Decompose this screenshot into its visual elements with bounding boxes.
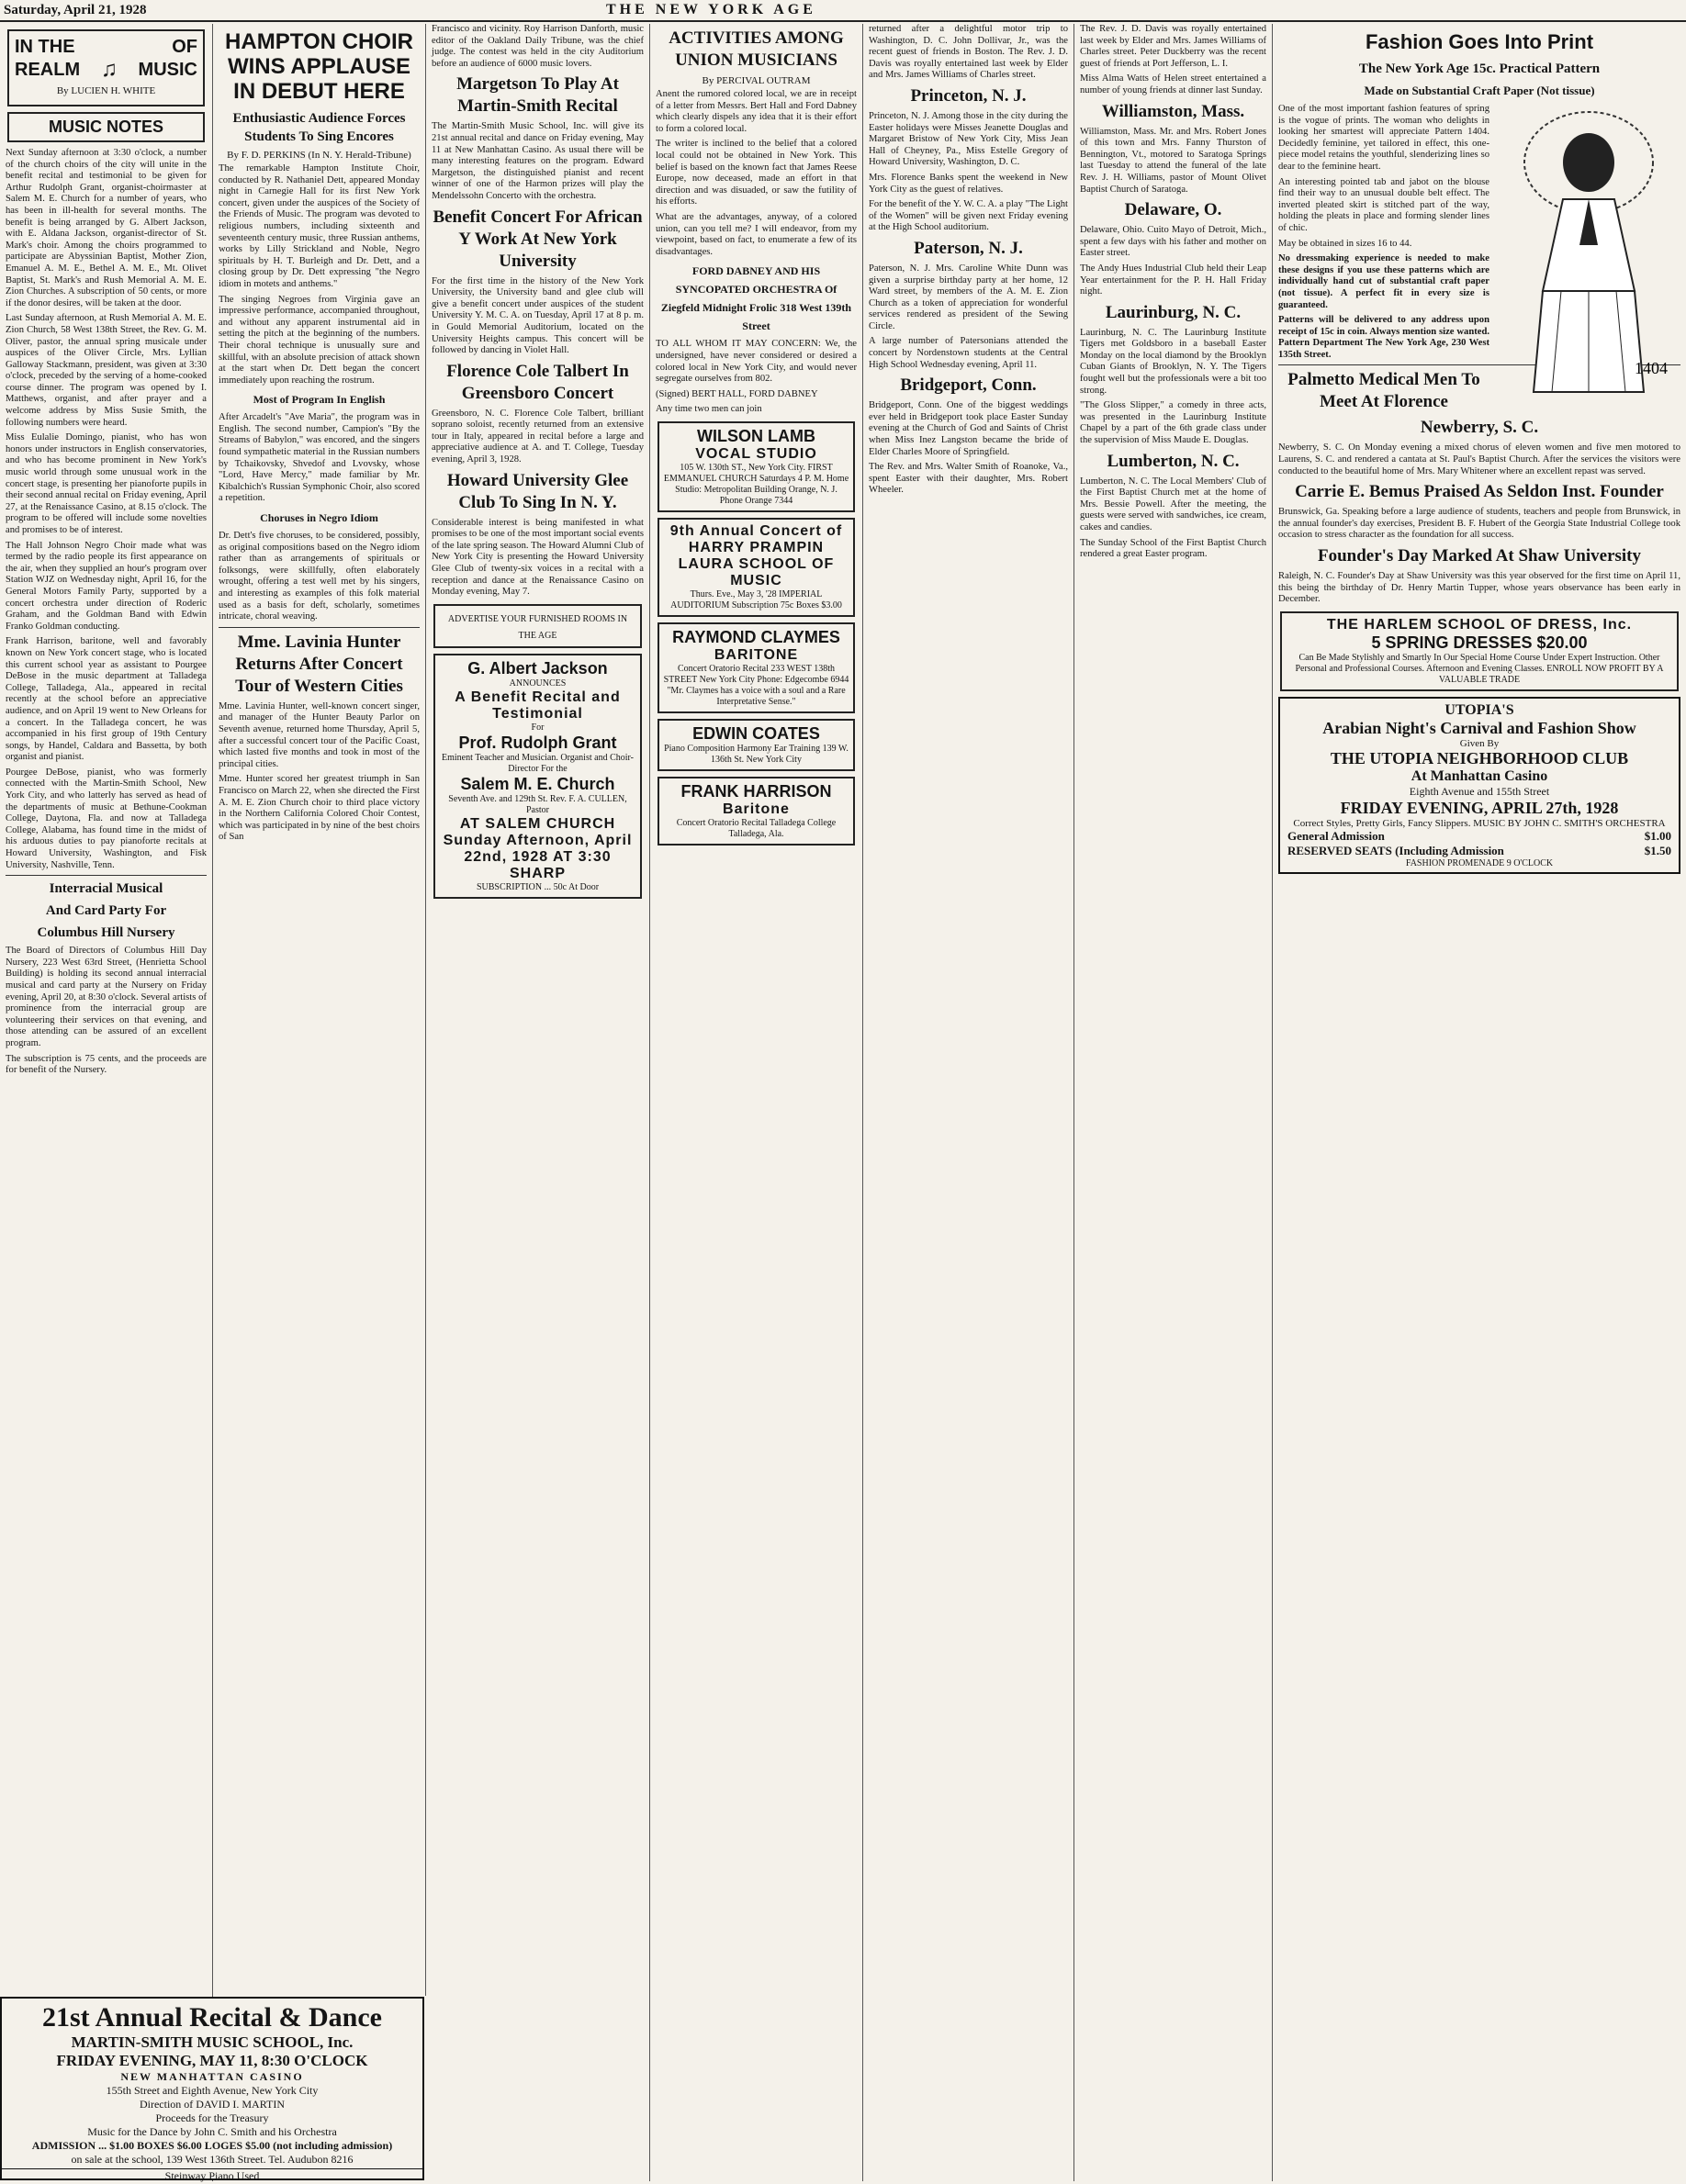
article-paragraph: Dr. Dett's five choruses, to be considered, possibly, as original compositions based on the Negro idiom rather than as arrangements of spirituals or folksongs, were skillfully, often elaborately wrought, offering a test well met by his singers, and interesting as examples of this folk material used as a basis for deft, scholarly, sometimes intricate, choral weaving. [219,531,420,622]
music-notes-box [7,112,205,142]
article-paragraph: Lumberton, N. C. The Local Members' Club of the First Baptist Church met at the home of Mrs. Bessie Powell. After the meeting, the guests were served with sandwiches, ice cream, cakes and candies. [1080,476,1266,532]
article-paragraph: Frank Harrison, baritone, well and favorably known on New York concert stage, who is located this current school year as assistant to Pourgee DeBose in the music department at Talladega College, Talladega, Ala., appeared in recital recently at the school before an appreciative audience, and on April 19 went to New Orleans for a concert. In the Talladega concert, he was accompanied in his first group of 19th Century songs, by Handel, Caldara and Bassetta, by both organist and pianist. [6,636,207,763]
headline: Mme. Lavinia Hunter Returns After Concert Tour of Western Cities [235,632,403,696]
byline: By PERCIVAL OUTRAM [702,75,811,86]
ad-text: VOCAL STUDIO [695,445,817,462]
header-word: IN THE [15,37,75,57]
ad-text: SUBSCRIPTION ... 50c At Door [476,881,600,892]
column-2 [213,24,426,1996]
ad-text: Music for the Dance by John C. Smith and his Orchestra [87,2125,337,2138]
article-paragraph: Miss Alma Watts of Helen street entertained a number of young friends at dinner last Sunday. [1080,73,1266,95]
article-paragraph: Pourgee DeBose, pianist, who was formerly connected with the Martin-Smith School, New York City, and who latterly has served as head of the departments of music at Bethune-Cookman College, Daytona, Fla. and now at Talladega College, Alabama, has found time in the midst of his arduous duties to pay pianoforte recitals at Howard University, Washington, and Fisk University, Nashville, Tenn. [6,767,207,870]
article-paragraph: One of the most important fashion features of spring is the vogue of prints. The woman who delights in looking her smartest will appreciate Pattern 1404. Decidedly feminine, yet tailored in effect, this one-piece model retains the youthful, slenderizing lines so dear to the feminine heart. [1278,104,1489,172]
headline: Margetson To Play At Martin-Smith Recital [456,74,619,117]
utopia-carnival-ad [1278,697,1680,874]
article-paragraph: Mrs. Florence Banks spent the weekend in New York City as the guest of relatives. [869,172,1068,195]
header-word: OF [172,37,197,57]
headline: Benefit Concert For African Y Work At New York University [433,207,643,271]
martin-smith-recital-ad [0,1997,424,2180]
headline: Bridgeport, Conn. [900,375,1037,396]
article-paragraph: Raleigh, N. C. Founder's Day at Shaw University was this year observed for the first time on April 11, this being the birthday of Dr. Henry Martin Tupper, whose years observance has been early in December. [1278,571,1680,605]
article-paragraph: Williamston, Mass. Mr. and Mrs. Robert Jones of this town and Mrs. Fanny Thurston of Bennington, Vt., motored to Saratoga Springs last Tuesday to attend the funeral of the late Rev. J. H. Williams, pastor of Mount Olivet Baptist Church of Saratoga. [1080,126,1266,195]
headline: Palmetto Medical Men To Meet At Florence [1287,370,1480,412]
headline: Newberry, S. C. [1420,418,1539,438]
ad-title: WILSON LAMB [697,426,815,445]
headline: HAMPTON CHOIR WINS APPLAUSE IN DEBUT HERE [225,29,413,104]
article-paragraph: The Board of Directors of Columbus Hill Day Nursery, 223 West 63rd Street, (Henrietta School Building) is holding its second annual interracial musical and card party at the Nursery on Friday evening, April 20, at 8:30 o'clock. Several artists of prominence from the interracial group are volunteering their services on that evening, and those attending can be assured of an excellent program. [6,946,207,1048]
signature: (Signed) BERT HALL, FORD DABNEY [656,388,818,399]
article-paragraph: Francisco and vicinity. Roy Harrison Danforth, music editor of the Oakland Daily Tribune, was the chief judge. The contest was held in the city Auditorium before an audience of 6000 music lovers. [432,24,644,69]
ad-text: Concert Oratorio Recital 233 WEST 138th STREET New York City Phone: Edgecombe 6944 "Mr. Claymes has a voice with a soul and a Rare Interpretative Sense." [663,663,849,707]
article-paragraph: The Rev. J. D. Davis was royally entertained last week by Elder and Mrs. James Williams of Charles street. Peter Duckberry was the recent guest of friends at Port Jefferson, L. I. [1080,24,1266,69]
byline: By LUCIEN H. WHITE [56,85,156,96]
fashion-illustration-icon [1497,107,1680,410]
ad-text: on sale at the school, 139 West 136th Street. Tel. Audubon 8216 [71,2153,354,2166]
article-paragraph: For the first time in the history of the New York University, the University band and glee club will give a benefit concert under auspices of the student University Y. M. C. A. on Tuesday, April 17 at 8 p. m. in Gould Memorial Auditorium, located on the University Heights campus. This concert will be followed by dancing in Violet Hall. [432,275,644,356]
prampin-concert-ad [658,518,855,617]
article-paragraph: The singing Negroes from Virginia gave an impressive performance, accompanied throughout, and without any apparent instrumental aid in setting the pitch at the beginning of the numbers. Their choral technique is unusually sure and skillful, with an absolute precision of attack shown at the start when Dr. Dett began the concert immediately upon reaching the rostrum. [219,294,420,386]
ad-title: RAYMOND CLAYMES [672,627,840,646]
ad-title: UTOPIA'S [1444,701,1514,718]
article-paragraph: The Martin-Smith Music School, Inc. will give its 21st annual recital and dance on Friday evening, May 11 at New Manhattan Casino. As usual there will be many interesting features on the program. Edward Margetson, the distinguished pianist and recent winner of one of the Harmon prizes will play the Mendelssohn Concerto with the orchestra. [432,121,644,201]
advertise-notice [433,604,642,648]
ad-text: Baritone [723,801,790,817]
column-4 [650,24,863,2181]
article-paragraph: The Sunday School of the First Baptist Church rendered a great Easter program. [1080,537,1266,560]
article-paragraph: Mme. Lavinia Hunter, well-known concert singer, and manager of the Hunter Beauty Parlor on Seventh avenue, returned home Thursday, April 5, after a successful concert tour of the Pacific Coast, which lasted five months and took in most of the principal cities. [219,700,420,769]
headline: Carrie E. Bemus Praised As Seldon Inst. Founder [1295,482,1664,502]
ad-text: Concert Oratorio Recital Talladega College Talladega, Ala. [676,817,837,839]
ad-text: Prof. Rudolph Grant [458,733,617,752]
header-word: MUSIC [138,60,197,80]
ad-text: Seventh Ave. and 129th St. Rev. F. A. CULLEN, Pastor [448,793,627,815]
headline: Columbus Hill Nursery [37,925,175,941]
article-paragraph: The subscription is 75 cents, and the proceeds are for benefit of the Nursery. [6,1053,207,1076]
subheadline: Made on Substantial Craft Paper (Not tissue) [1364,84,1595,97]
article-paragraph: Laurinburg, N. C. The Laurinburg Institute Tigers met Goldsboro in a baseball Easter Monday on the local diamond by the Brooklyn Cuban Giants of Brooklyn, N. Y. The Tigers fought well but the professionals were a bit too strong. [1080,327,1266,396]
headline: Williamston, Mass. [1101,101,1245,121]
headline: Lumberton, N. C. [1107,451,1240,471]
ad-text: Eminent Teacher and Musician. Organist and Choir-Director For the [442,752,634,774]
ad-text: Proceeds for the Treasury [155,2111,269,2124]
ad-text: ANNOUNCES [509,678,567,689]
article-paragraph: The remarkable Hampton Institute Choir, conducted by R. Nathaniel Dett, appeared Monday night in Carnegie Hall for its first New York concert, given under the auspices of the Society of the Friends of Music. The program was devoted to religious numbers, including sixteenth and seventeenth century music, three Russian anthems, works by Lilly Strickland and Noble, Negro spirituals by H. T. Burleigh and Dr. Dett, and a closing group by Dr. Dett expressing "the Negro idiom in motets and anthems." [219,163,420,289]
realm-of-music-header [7,29,205,106]
harlem-dress-school-ad [1280,611,1679,691]
paper-title: THE NEW YORK AGE [606,2,816,17]
ad-text: THE UTOPIA NEIGHBORHOOD CLUB [1330,748,1629,767]
ad-text: FASHION PROMENADE 9 O'CLOCK [1405,857,1554,868]
ad-text: NEW MANHATTAN CASINO [120,2070,304,2083]
subheadline: The New York Age 15c. Practical Pattern [1358,62,1601,76]
ad-title: FRANK HARRISON [680,781,832,801]
article-paragraph: After Arcadelt's "Ave Maria", the program was in English. The second number, Campion's "By the Streams of Babylon," was encored, and the singers found sympathetic material in the Russian numbers by Tchaikovsky, Shvedof and Lvovsky, whose "Lord, Have Mercy," made familiar by Mr. Kibalchich's Russian Symphonic Choir, also scored a repetition. [219,412,420,504]
notice-text: ADVERTISE YOUR FURNISHED ROOMS IN THE AGE [447,613,628,641]
pattern-number: 1404 [1635,359,1668,377]
column-5 [863,24,1074,2181]
article-paragraph: No dressmaking experience is needed to make these designs if you use these patterns which are individually hand cut of substantial craft paper (not tissue). A perfect fit in every size is guaranteed. [1278,253,1489,310]
article-paragraph: Last Sunday afternoon, at Rush Memorial A. M. E. Zion Church, 58 West 138th Street, the Rev. G. M. Oliver, pastor, the annual spring musicale under auspices of the Oliver Circle, Mrs. Lyllian Galloway Stackmann, president, was given at 3:30 o'clock, preceded by the serving of a home-cooked course dinner. The program was opened by I. Matthews, organist, and after prayer and a welcome address by Miss Susie Smith, the following numbers were heard. [6,313,207,428]
headline: ACTIVITIES AMONG UNION MUSICIANS [669,28,844,70]
price-value: $1.00 [1644,828,1671,843]
ad-text: 5 SPRING DRESSES $20.00 [1371,633,1588,652]
ad-text: AT SALEM CHURCH [459,815,616,832]
ad-title: 21st Annual Recital & Dance [42,2002,382,2033]
subhead: Choruses in Negro Idiom [260,511,378,525]
ad-text: BARITONE [714,646,799,663]
ad-text: Steinway Piano Used [2,2168,422,2183]
ad-text: Eighth Avenue and 155th Street [1409,784,1550,798]
ad-text: Can Be Made Stylishly and Smartly In Our Special Home Course Under Expert Instruction. Other Personal and Professional Courses. Afternoon and Evening Classes. ENROLL NOW PROFIT BY A VALUABLE TRADE [1295,652,1664,685]
article-paragraph: Greensboro, N. C. Florence Cole Talbert, brilliant soprano soloist, recently returned from an extensive tour in Italy, appeared in recital before a large and appreciative audience at A. and T. College, Tuesday evening, April 3, 1928. [432,408,644,465]
headline: Fashion Goes Into Print [1365,30,1594,53]
ad-text: FRIDAY EVENING, MAY 11, 8:30 O'CLOCK [56,2052,368,2069]
divider [6,875,207,876]
ad-text: 105 W. 130th ST., New York City. FIRST EMMANUEL CHURCH Saturdays 4 P. M. Home Studio: Metropolitan Building Orange, N. J. Phone Orange 7344 [663,462,849,506]
ad-text: Piano Composition Harmony Ear Training 139 W. 136th St. New York City [664,743,849,765]
article-paragraph: An interesting pointed tab and jabot on the blouse find their way to an unusual double belt effect. The inverted pleated skirt is stitched part of the way, holding the pleats in place and forming slender lines of chic. [1278,176,1489,233]
raymond-claymes-ad [658,622,855,713]
headline: Laurinburg, N. C. [1105,302,1242,322]
article-paragraph: Brunswick, Ga. Speaking before a large audience of students, teachers and people from Brunswick, in the annual founder's day exercises, President B. F. Hubert of the Georgia State Industrial College took occasion to stress character as the foundation for all success. [1278,507,1680,541]
article-paragraph: returned after a delightful motor trip to Washington, D. C. John Dollivar, Jr., was the recent guest of friends in Boston. The Rev. J. D. Davis was royally entertained last week by Elder and Mrs. James Williams of Charles street. [869,24,1068,81]
ad-title: 9th Annual Concert of HARRY PRAMPIN LAURA SCHOOL OF MUSIC [669,522,843,588]
article-paragraph: Considerable interest is being manifested in what promises to be one of the most important social events of the late spring season. The Howard Alumni Club of New York City is presenting the Howard University Glee Club of twenty-six voices in a recital with a reception and dance at the Renaissance Casino on Monday evening, May 7. [432,517,644,598]
benefit-recital-ad [433,654,642,899]
article-paragraph: The Andy Hues Industrial Club held their Leap Year entertainment for the P. H. Hall Friday night. [1080,263,1266,297]
article-paragraph: Miss Eulalie Domingo, pianist, who has won honors under instructors in English conservatories, and who has become prominent in New York's music world through some unusual work in the concert stage, is presenting her pianoforte pupils in their second annual recital on Friday evening, April 27, at the Renaissance Casino, at 8.15 o'clock. The program to be offered will include some novelties and promises to be of interest. [6,432,207,535]
article-paragraph: TO ALL WHOM IT MAY CONCERN: We, the undersigned, have never considered or desired a colored local in New York City, and would never segregate ourselves from 802. [656,339,857,385]
article-paragraph: May be obtained in sizes 16 to 44. [1278,238,1412,249]
byline: By F. D. PERKINS (In N. Y. Herald-Tribune) [227,150,411,161]
ad-text: Given By [1459,737,1500,749]
issue-date: Saturday, April 21, 1928 [4,3,147,17]
headline: Florence Cole Talbert In Greensboro Concert [446,361,629,403]
column-1 [0,24,213,2181]
article-paragraph: Paterson, N. J. Mrs. Caroline White Dunn was given a surprise birthday party at her home, 12 Ward street, by members of the A. M. E. Zion Church as a token of appreciation for wonderful services rendered as president of the Sewing Circle. [869,263,1068,331]
article-paragraph: Any time two men can join [656,404,762,415]
ad-title: EDWIN COATES [692,723,820,743]
headline: Delaware, O. [1124,200,1222,220]
article-paragraph: The Rev. and Mrs. Walter Smith of Roanoke, Va., spent Easter with their daughter, Mrs. Robert Wheeler. [869,462,1068,496]
frank-harrison-ad [658,777,855,846]
ad-text: At Manhattan Casino [1411,767,1548,784]
article-paragraph: The writer is inclined to the belief that a colored local could not be obtained in New York. This belief is based on the known fact that James Reese Europe, now deceased, made an effort in that direction and was disuaded, or saw the futility of his efforts. [656,139,857,207]
article-paragraph: What are the advantages, anyway, of a colored union, can you tell me? I will endeavor, from my viewpoint, based on fact, to enumerate a few of its disadvantages. [656,211,857,257]
ad-text: For [531,722,545,733]
ad-title: G. Albert Jackson [467,658,608,678]
price-label: RESERVED SEATS (Including Admission [1287,843,1504,857]
edwin-coates-ad [658,719,855,771]
header-word: REALM [15,60,81,80]
article-paragraph: "The Gloss Slipper," a comedy in three acts, was presented in the Laurinburg Institute Chapel by a part of the 6th grade class under the supervision of Miss Maude E. Douglas. [1080,400,1266,446]
headline: Paterson, N. J. [914,238,1023,258]
section-title: MUSIC NOTES [48,118,163,136]
article-paragraph: Mme. Hunter scored her greatest triumph in San Francisco on March 22, when she directed the First A. M. E. Zion Church choir to third place victory in the Northern California Colored Choir Contest, which was participated in by nine of the best choirs of San [219,774,420,843]
column-6 [1074,24,1273,2181]
musician-emblem-icon: ♫ [100,58,118,82]
headline: Princeton, N. J. [910,85,1027,106]
column-3 [426,24,650,2181]
ad-text: A Benefit Recital and Testimonial [455,689,621,722]
headline: And Card Party For [45,903,167,919]
article-paragraph: Bridgeport, Conn. One of the biggest weddings ever held in Bridgeport took place Easter Sunday evening at the Church of God and Saints of Christ when Miss Inez Langston became the bride of Elder Charles Moore of Springfield. [869,400,1068,457]
ad-text: MARTIN-SMITH MUSIC SCHOOL, Inc. [71,2033,354,2051]
headline: Founder's Day Marked At Shaw University [1317,546,1642,566]
ad-text: FRIDAY EVENING, APRIL 27th, 1928 [1340,798,1619,817]
ad-text: Thurs. Eve., May 3, '28 IMPERIAL AUDITORIUM Subscription 75c Boxes $3.00 [670,588,842,610]
article-paragraph: For the benefit of the Y. W. C. A. a play "The Light of the Women" will be given next Friday evening at the High School auditorium. [869,199,1068,233]
article-paragraph: Next Sunday afternoon at 3:30 o'clock, a number of the church choirs of the city will unite in the benefit recital and testimonial to be given for Arthur Rudolph Grant, organist-choirmaster at Salem M. E. Church for a number of years, who has been in ill-health for several months. The benefit is being arranged by G. Albert Jackson, with E. Aldana Jackson, organist-director of St. Mark's choir. Among the choirs programmed to participate are Abyssinian Baptist, Mother Zion, Emanuel A. M. E., Bethel A. M. E., Mt. Olivet Baptist, St. Mark's and Rush Memorial A. M. E. Zion Churches. A subscription of 50 cents, or more if the donor desires, will be taken at the door. [6,148,207,308]
subhead: Most of Program In English [253,393,386,407]
divider [219,627,420,628]
price-row [1284,829,1675,844]
ad-text: Arabian Night's Carnival and Fashion Show [1322,718,1636,737]
article-paragraph: The Hall Johnson Negro Choir made what was termed by the radio people its first appearance on the air, when they supplied an hour's program over Station WJZ on Wednesday night, April 16, for the General Motors Family Party, supported by a concert orchestra under direction of Roderic Graham, and the Goldman Band with Edwin Franko Goldman conducting. [6,540,207,632]
ad-text: Correct Styles, Pretty Girls, Fancy Slippers. MUSIC BY JOHN C. SMITH'S ORCHESTRA [1293,817,1666,829]
article-paragraph: Princeton, N. J. Among those in the city during the Easter holidays were Misses Jeanette Douglas and Margaret Bristow of New York City, Miss Jean Hall of Cheyney, Pa., Miss Estelle Gregory of Howard University, Washington, D. C. [869,110,1068,168]
price-label: General Admission [1287,828,1385,843]
subheadline: Enthusiastic Audience Forces Students To Sing Encores [232,111,406,144]
article-paragraph: Newberry, S. C. On Monday evening a mixed chorus of eleven women and five men motored to Laurens, S. C. and rendered a cantata at St. Paul's Baptist Church. After the services the visitors were conducted to the beautiful home of Mrs. Mary Whitener where an excellent repast was served. [1278,442,1680,476]
masthead [0,0,1686,22]
headline: Howard University Glee Club To Sing In N. Y. [446,470,629,512]
ad-text: Sunday Afternoon, April 22nd, 1928 AT 3:30 SHARP [443,832,633,881]
ad-text: Salem M. E. Church [460,774,615,793]
headline: Interracial Musical [49,881,163,897]
price-value: $1.50 [1644,843,1671,857]
article-paragraph: A large number of Patersonians attended the concert by Nordenstown students at the Central High School Wednesday evening, April 11. [869,336,1068,370]
price-row [1284,844,1675,858]
ad-text: 155th Street and Eighth Avenue, New York City [106,2084,319,2097]
column-7 [1273,24,1686,2181]
letterhead: FORD DABNEY AND HIS SYNCOPATED ORCHESTRA Of Ziegfeld Midnight Frolic 318 West 139th Street [660,264,852,333]
article-paragraph: Anent the rumored colored local, we are in receipt of a letter from Messrs. Bert Hall and Ford Dabney which clearly dispels any idea that it is their effort to form a colored local. [656,89,857,134]
wilson-lamb-ad [658,421,855,512]
article-paragraph: Delaware, Ohio. Cuito Mayo of Detroit, Mich., spent a few days with his father and mother on Easter street. [1080,225,1266,259]
ad-text: Direction of DAVID I. MARTIN [139,2098,286,2111]
article-paragraph: Patterns will be delivered to any address upon receipt of 15c in coin. Always mention size wanted. Pattern Department The New York Age, 230 West 135th Street. [1278,315,1489,360]
ad-text: ADMISSION ... $1.00 BOXES $6.00 LOGES $5.00 (not including admission) [31,2139,393,2152]
ad-title: THE HARLEM SCHOOL OF DRESS, Inc. [1326,616,1633,633]
